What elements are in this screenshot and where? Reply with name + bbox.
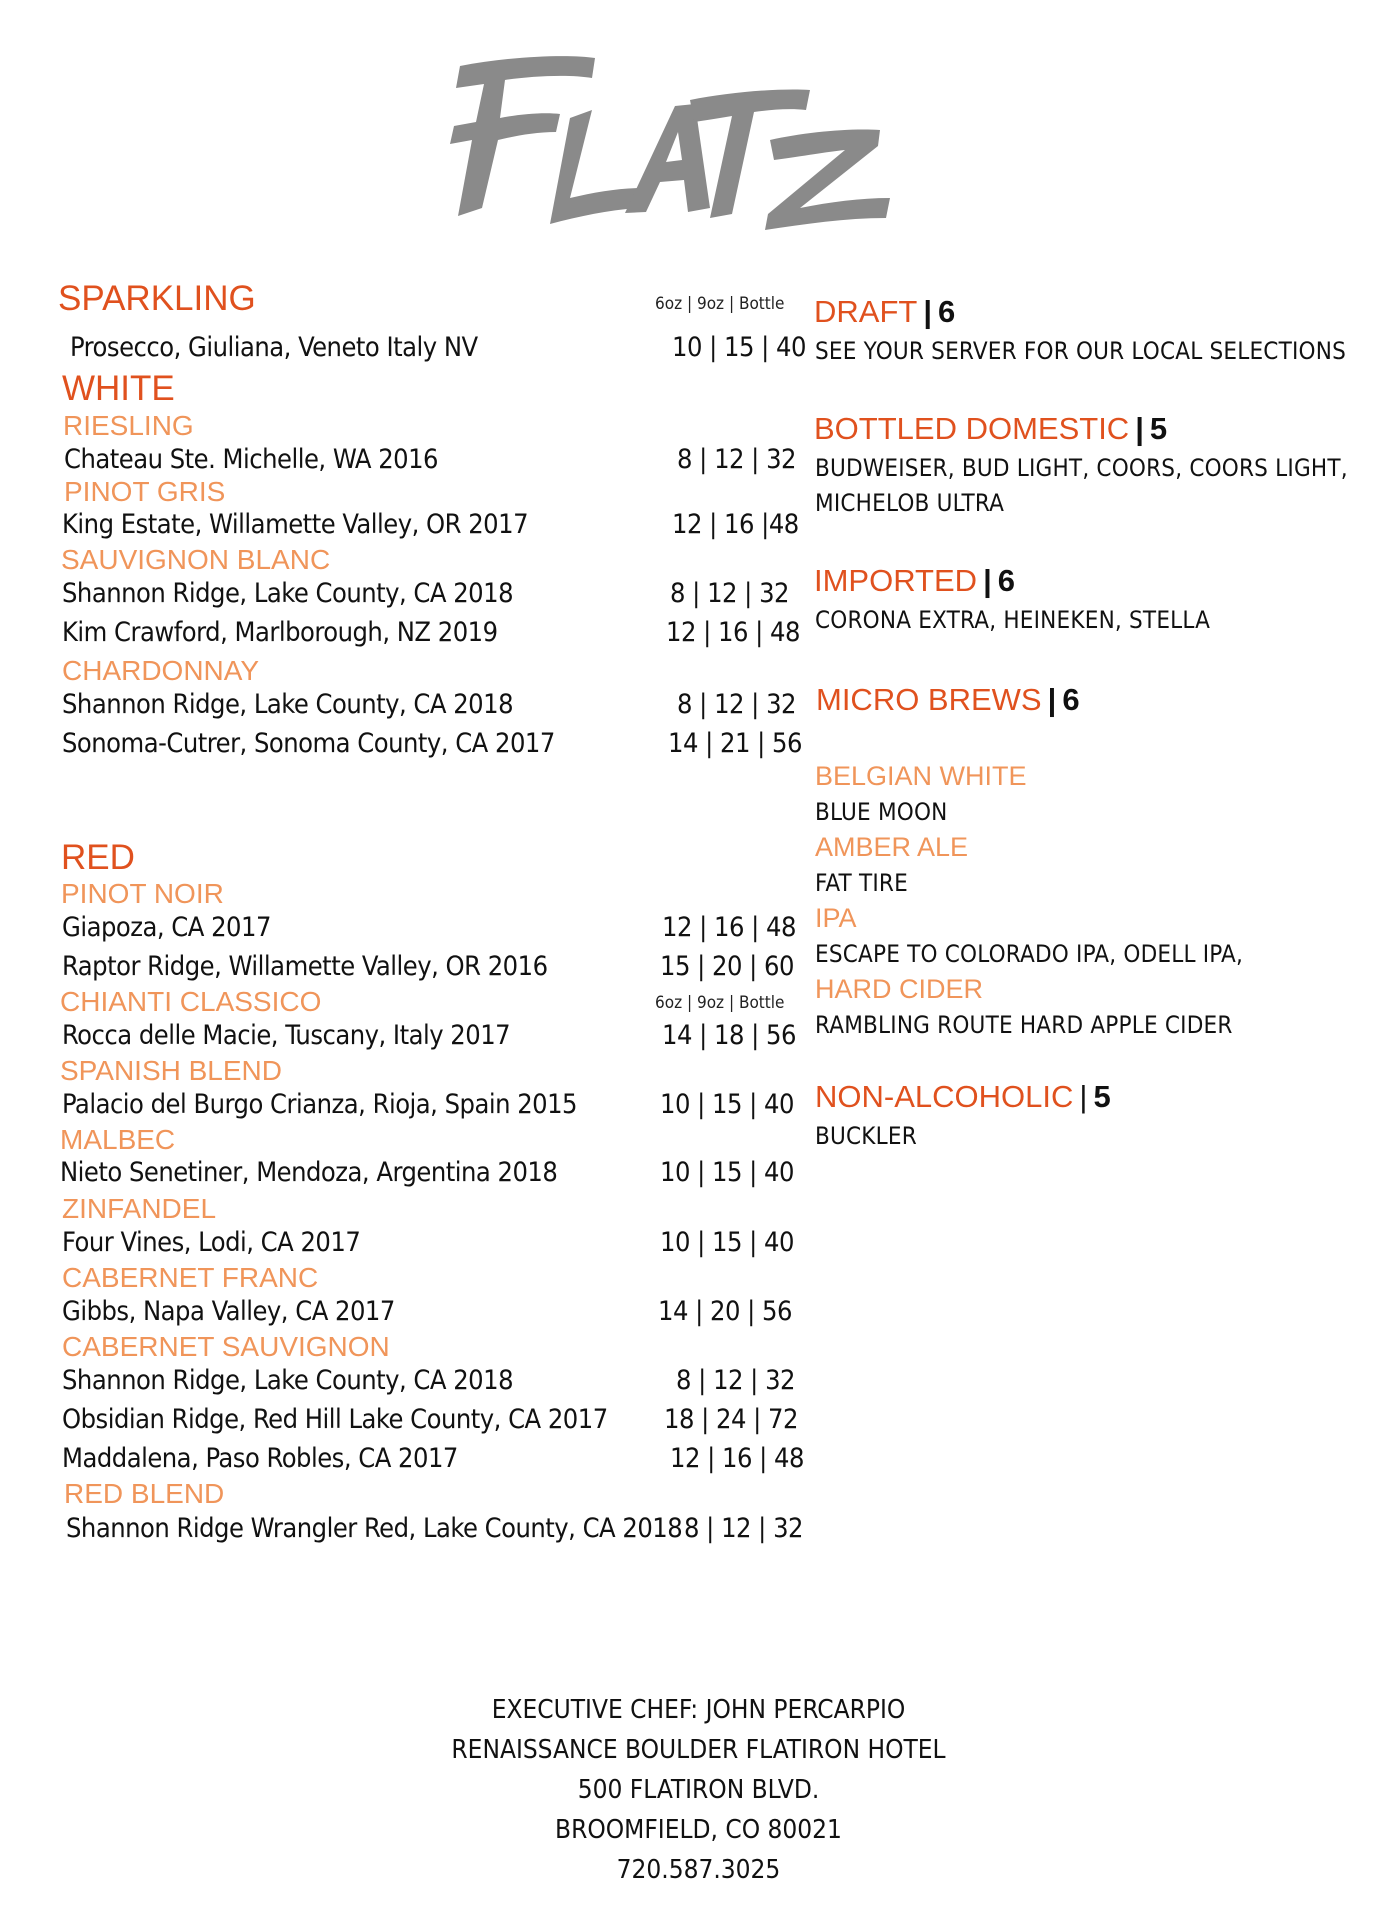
footer-chef: EXECUTIVE CHEF: JOHN PERCARPIO bbox=[491, 1695, 906, 1725]
wine-item-name: Gibbs, Napa Valley, CA 2017 bbox=[62, 1296, 395, 1327]
wine-item-price: 12 | 16 | 48 bbox=[670, 1443, 804, 1474]
beer-style-amber-ale: AMBER ALE bbox=[815, 832, 969, 862]
price-separator: | bbox=[983, 563, 992, 598]
wine-item-price: 10 | 15 | 40 bbox=[660, 1089, 794, 1120]
wine-item-name: Palacio del Burgo Crianza, Rioja, Spain 2015 bbox=[62, 1089, 578, 1120]
wine-item-name: Shannon Ridge, Lake County, CA 2018 bbox=[62, 689, 514, 720]
beer-style-ipa: IPA bbox=[815, 903, 857, 933]
wine-item-price: 8 | 12 | 32 bbox=[684, 1513, 803, 1544]
beer-price: 6 bbox=[997, 563, 1015, 598]
beer-list-text: SEE YOUR SERVER FOR OUR LOCAL SELECTIONS bbox=[815, 337, 1346, 365]
varietal-cabernet-sauvignon: CABERNET SAUVIGNON bbox=[62, 1331, 390, 1362]
wine-item-price: 12 | 16 |48 bbox=[672, 509, 799, 540]
beer-category-title: IMPORTED bbox=[814, 563, 978, 598]
flatz-logo bbox=[420, 48, 920, 238]
beer-price: 5 bbox=[1093, 1079, 1111, 1114]
wine-item-price: 10 | 15 | 40 bbox=[660, 1157, 794, 1188]
wine-item-price: 8 | 12 | 32 bbox=[677, 444, 796, 475]
wine-item-name: Four Vines, Lodi, CA 2017 bbox=[62, 1227, 361, 1258]
beer-list-text: CORONA EXTRA, HEINEKEN, STELLA bbox=[815, 606, 1211, 634]
varietal-malbec: MALBEC bbox=[60, 1124, 176, 1155]
beer-category-title: NON-ALCOHOLIC bbox=[815, 1079, 1074, 1114]
beer-style-belgian-white: BELGIAN WHITE bbox=[815, 761, 1027, 791]
varietal-spanish-blend: SPANISH BLEND bbox=[60, 1055, 282, 1086]
wine-item-name: Rocca delle Macie, Tuscany, Italy 2017 bbox=[62, 1020, 511, 1051]
beer-imported-heading bbox=[814, 565, 1015, 596]
varietal-chianti-classico: CHIANTI CLASSICO bbox=[60, 986, 322, 1017]
beer-draft-heading bbox=[814, 296, 955, 327]
beer-list-text: MICHELOB ULTRA bbox=[815, 489, 1005, 517]
beer-category-title: BOTTLED DOMESTIC bbox=[814, 411, 1130, 446]
wine-item-name: Giapoza, CA 2017 bbox=[62, 912, 271, 943]
varietal-zinfandel: ZINFANDEL bbox=[62, 1193, 217, 1224]
section-title-white: WHITE bbox=[62, 369, 175, 408]
wine-item-price: 10 | 15 | 40 bbox=[672, 332, 806, 363]
wine-item-name: Maddalena, Paso Robles, CA 2017 bbox=[62, 1443, 458, 1474]
beer-bottled-domestic-heading bbox=[814, 413, 1167, 444]
varietal-pinot-noir: PINOT NOIR bbox=[61, 878, 224, 909]
price-separator: | bbox=[1079, 1079, 1088, 1114]
wine-item-price: 14 | 20 | 56 bbox=[658, 1296, 792, 1327]
beer-list-text: RAMBLING ROUTE HARD APPLE CIDER bbox=[815, 1011, 1233, 1039]
wine-item-name: Prosecco, Giuliana, Veneto Italy NV bbox=[70, 332, 478, 363]
wine-item-price: 12 | 16 | 48 bbox=[666, 617, 800, 648]
beer-list-text: FAT TIRE bbox=[815, 869, 908, 897]
beer-list-text: BUCKLER bbox=[815, 1122, 917, 1150]
beer-price: 6 bbox=[1062, 682, 1080, 717]
section-title-red: RED bbox=[61, 838, 135, 877]
beer-price: 5 bbox=[1149, 411, 1168, 446]
wine-item-name: Shannon Ridge Wrangler Red, Lake County, CA 2018 bbox=[66, 1513, 683, 1544]
varietal-pinot-gris: PINOT GRIS bbox=[64, 476, 226, 507]
serving-sizes-header: 6oz | 9oz | Bottle bbox=[655, 294, 785, 314]
footer-city: BROOMFIELD, CO 80021 bbox=[555, 1815, 842, 1845]
wine-item-price: 15 | 20 | 60 bbox=[660, 951, 794, 982]
beer-price: 6 bbox=[938, 294, 956, 329]
footer-hotel: RENAISSANCE BOULDER FLATIRON HOTEL bbox=[451, 1735, 946, 1765]
section-title-sparkling: SPARKLING bbox=[58, 279, 256, 318]
wine-item-price: 12 | 16 | 48 bbox=[662, 912, 796, 943]
price-separator: | bbox=[923, 294, 933, 329]
footer-street: 500 FLATIRON BLVD. bbox=[577, 1775, 820, 1805]
varietal-chardonnay: CHARDONNAY bbox=[62, 655, 260, 686]
price-separator: | bbox=[1135, 411, 1144, 446]
wine-item-price: 10 | 15 | 40 bbox=[660, 1227, 794, 1258]
beer-list-text: ESCAPE TO COLORADO IPA, ODELL IPA, bbox=[815, 940, 1244, 968]
wine-item-price: 8 | 12 | 32 bbox=[677, 689, 796, 720]
varietal-red-blend: RED BLEND bbox=[64, 1478, 225, 1509]
serving-sizes-header: 6oz | 9oz | Bottle bbox=[655, 993, 785, 1013]
varietal-riesling: RIESLING bbox=[63, 410, 194, 441]
wine-item-name: Shannon Ridge, Lake County, CA 2018 bbox=[62, 1365, 514, 1396]
beer-category-title: DRAFT bbox=[814, 294, 918, 329]
varietal-cabernet-franc: CABERNET FRANC bbox=[62, 1262, 319, 1293]
wine-item-name: Sonoma-Cutrer, Sonoma County, CA 2017 bbox=[62, 728, 555, 759]
wine-item-price: 14 | 21 | 56 bbox=[668, 728, 802, 759]
beer-micro-brews-heading bbox=[816, 684, 1080, 715]
beer-list-text: BUDWEISER, BUD LIGHT, COORS, COORS LIGHT, bbox=[815, 454, 1348, 482]
wine-item-name: Obsidian Ridge, Red Hill Lake County, CA 2017 bbox=[62, 1404, 608, 1435]
footer-phone: 720.587.3025 bbox=[616, 1855, 781, 1885]
beer-style-hard-cider: HARD CIDER bbox=[815, 974, 984, 1004]
beer-non-alcoholic-heading bbox=[815, 1081, 1111, 1112]
wine-item-price: 8 | 12 | 32 bbox=[670, 578, 789, 609]
wine-item-name: Raptor Ridge, Willamette Valley, OR 2016 bbox=[62, 951, 548, 982]
wine-item-name: Nieto Senetiner, Mendoza, Argentina 2018 bbox=[60, 1157, 558, 1188]
wine-item-price: 18 | 24 | 72 bbox=[664, 1404, 798, 1435]
beer-list-text: BLUE MOON bbox=[815, 798, 948, 826]
beer-category-title: MICRO BREWS bbox=[816, 682, 1042, 717]
varietal-sauvignon-blanc: SAUVIGNON BLANC bbox=[61, 544, 331, 575]
wine-item-name: Shannon Ridge, Lake County, CA 2018 bbox=[62, 578, 514, 609]
wine-item-price: 14 | 18 | 56 bbox=[662, 1020, 796, 1051]
wine-item-name: Kim Crawford, Marlborough, NZ 2019 bbox=[62, 617, 498, 648]
wine-item-price: 8 | 12 | 32 bbox=[676, 1365, 795, 1396]
wine-item-name: Chateau Ste. Michelle, WA 2016 bbox=[64, 444, 438, 475]
wine-item-name: King Estate, Willamette Valley, OR 2017 bbox=[62, 509, 529, 540]
price-separator: | bbox=[1047, 682, 1057, 717]
